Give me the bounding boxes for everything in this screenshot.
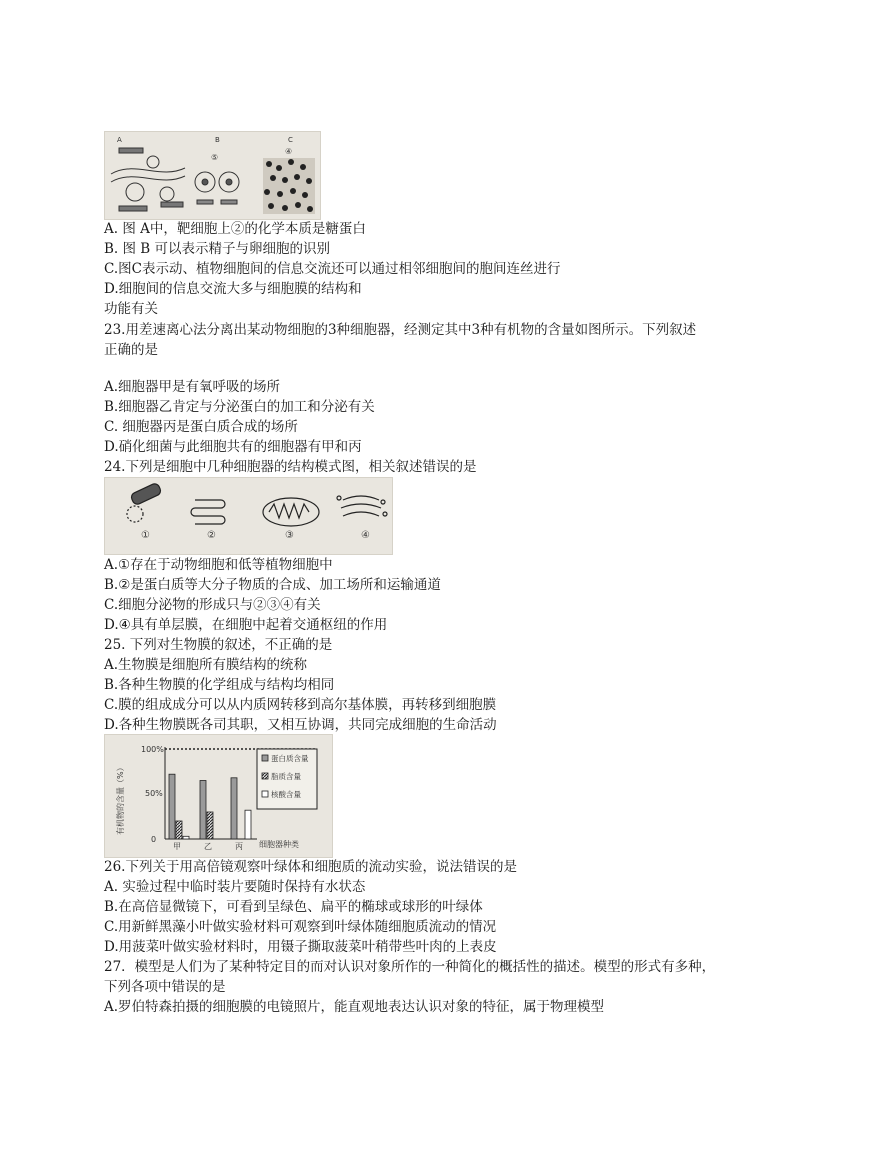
bar-2-series-2 <box>207 812 213 839</box>
bar-3-series-3 <box>245 810 251 839</box>
mitochondrion-drawing <box>263 498 319 526</box>
q24-option-b: B.②是蛋白质等大分子物质的合成、加工场所和运输通道 <box>104 577 441 593</box>
q22-option-b: B. 图 B 可以表示精子与卵细胞的识别 <box>104 241 331 257</box>
organelle-label-3: ③ <box>285 530 294 541</box>
cell-communication-figure <box>104 131 321 220</box>
chart-ylabel: 有机物的含量（%） <box>116 763 125 835</box>
q26-stem: 26.下列关于用高倍镜观察叶绿体和细胞质的流动实验，说法错误的是 <box>104 859 517 875</box>
legend-label-1: 蛋白质含量 <box>271 754 309 763</box>
organelle-content-chart <box>104 734 333 858</box>
endoplasmic-reticulum-drawing <box>191 500 225 524</box>
q23-option-a: A.细胞器甲是有氧呼吸的场所 <box>104 379 281 395</box>
bar-1-series-2 <box>176 821 182 839</box>
q24-option-c: C.细胞分泌物的形成只与②③④有关 <box>104 597 321 613</box>
figure-label-b: B <box>215 136 220 144</box>
figure-label-a: A <box>117 136 122 144</box>
panel-c-circle: ④ <box>285 147 293 156</box>
organelle-label-4: ④ <box>361 530 370 541</box>
q26-option-c: C.用新鲜黑藻小叶做实验材料可观察到叶绿体随细胞质流动的情况 <box>104 919 497 935</box>
q23-stem-line-1: 23.用差速离心法分离出某动物细胞的3种细胞器，经测定其中3种有机物的含量如图所示。下列叙述 <box>104 322 697 338</box>
q27-option-a: A.罗伯特森拍摄的细胞膜的电镜照片，能直观地表达认识对象的特征，属于物理模型 <box>104 999 605 1015</box>
q24-stem: 24.下列是细胞中几种细胞器的结构模式图，相关叙述错误的是 <box>104 459 477 475</box>
q22-option-d-continued: 功能有关 <box>104 301 158 317</box>
q26-option-d: D.用菠菜叶做实验材料时，用镊子撕取菠菜叶稍带些叶肉的上表皮 <box>104 939 497 955</box>
chart-ytick-0: 0 <box>151 835 157 844</box>
chart-xlabel: 细胞器种类 <box>259 840 299 849</box>
q27-stem-line-2: 下列各项中错误的是 <box>104 979 226 995</box>
panel-a-drawing <box>111 148 185 211</box>
chart-category-label: 甲 <box>173 842 181 851</box>
legend-label-2: 脂质含量 <box>271 772 301 781</box>
q26-option-b: B.在高倍显微镜下，可看到呈绿色、扁平的椭球或球形的叶绿体 <box>104 899 483 915</box>
bar-1-series-3 <box>183 836 189 839</box>
bar-3-series-1 <box>231 778 237 839</box>
figure-label-c: C <box>288 136 293 144</box>
organelle-figure <box>104 477 393 555</box>
bar-1-series-1 <box>169 774 175 839</box>
legend-swatch-2 <box>262 773 268 779</box>
q25-option-c: C.膜的组成成分可以从内质网转移到高尔基体膜，再转移到细胞膜 <box>104 697 497 713</box>
chart-ytick-50: 50% <box>145 789 163 798</box>
panel-c-drawing <box>263 147 315 214</box>
panel-b-circle: ⑤ <box>211 153 219 162</box>
golgi-drawing <box>337 496 387 516</box>
q23-stem-line-2: 正确的是 <box>104 342 158 358</box>
q25-option-d: D.各种生物膜既各司其职，又相互协调，共同完成细胞的生命活动 <box>104 717 497 733</box>
chart-category-label: 丙 <box>235 842 243 851</box>
chart-ytick-100: 100% <box>141 745 164 754</box>
legend-swatch-3 <box>262 791 268 797</box>
q23-option-b: B.细胞器乙肯定与分泌蛋白的加工和分泌有关 <box>104 399 375 415</box>
q22-option-c: C.图C表示动、植物细胞间的信息交流还可以通过相邻细胞间的胞间连丝进行 <box>104 261 561 277</box>
q26-option-a: A. 实验过程中临时装片要随时保持有水状态 <box>104 879 366 895</box>
q25-option-b: B.各种生物膜的化学组成与结构均相同 <box>104 677 335 693</box>
q24-option-d: D.④具有单层膜，在细胞中起着交通枢纽的作用 <box>104 617 388 633</box>
q22-option-d: D.细胞间的信息交流大多与细胞膜的结构和 <box>104 281 362 297</box>
legend-label-3: 核酸含量 <box>271 790 301 799</box>
q25-stem: 25. 下列对生物膜的叙述，不正确的是 <box>104 637 333 653</box>
q24-option-a: A.①存在于动物细胞和低等植物细胞中 <box>104 557 333 573</box>
q27-stem-line-1: 27．模型是人们为了某种特定目的而对认识对象所作的一种简化的概括性的描述。模型的形式有多种， <box>104 959 716 975</box>
organelle-label-1: ① <box>141 530 150 541</box>
chart-category-label: 乙 <box>204 842 212 851</box>
q23-option-c: C. 细胞器丙是蛋白质合成的场所 <box>104 419 298 435</box>
legend-swatch-1 <box>262 755 268 761</box>
bar-2-series-1 <box>200 781 206 840</box>
centrosome-drawing <box>127 482 162 522</box>
q25-option-a: A.生物膜是细胞所有膜结构的统称 <box>104 657 308 673</box>
panel-b-drawing <box>195 153 239 204</box>
q22-option-a: A. 图 A中，靶细胞上②的化学本质是糖蛋白 <box>104 221 366 237</box>
q23-option-d: D.硝化细菌与此细胞共有的细胞器有甲和丙 <box>104 439 362 455</box>
organelle-label-2: ② <box>207 530 216 541</box>
